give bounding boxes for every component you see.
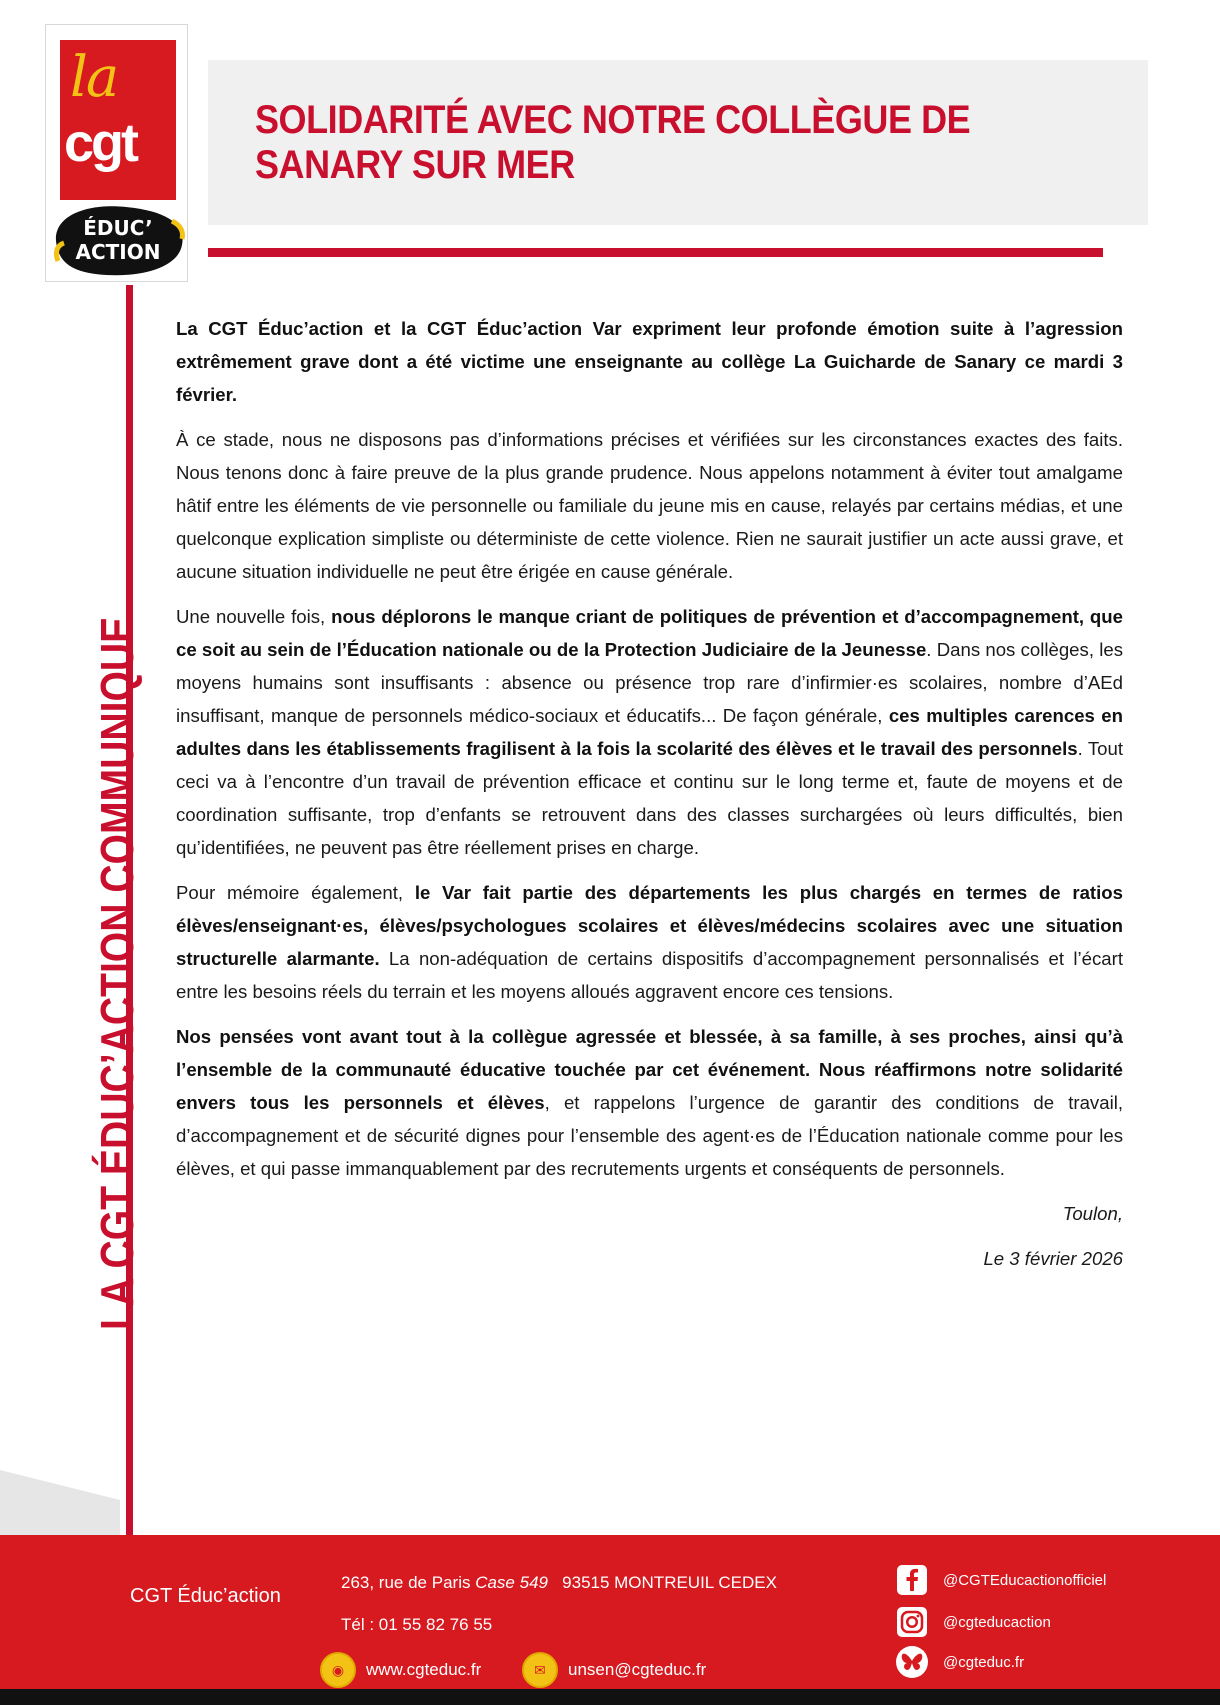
footer-address xyxy=(341,1573,777,1593)
logo-la-text: la xyxy=(70,45,118,110)
envelope-icon: ✉ xyxy=(522,1652,558,1688)
bluesky-handle[interactable]: @cgteduc.fr xyxy=(943,1653,1025,1671)
side-label-text: LA CGT ÉDUC’ACTION COMMUNIQUE… xyxy=(91,577,143,1330)
paragraph-solidarity xyxy=(176,1020,1123,1185)
address-case: Case 549 xyxy=(475,1573,548,1592)
communique-body xyxy=(176,312,1123,1275)
facebook-handle[interactable]: @CGTEducactionofficiel xyxy=(943,1571,1107,1589)
text-run: , et rappelons l’urgence de garantir des conditions de travail, d’accompagnement et de sécurité dignes pour l’ensemble des agent·es de l’Éducation nationale comme pour les élèves, et qui passe immanquablement par des recrutements urgents et conséquents de personnels. xyxy=(176,1092,1123,1179)
footer-phone: Tél : 01 55 82 76 55 xyxy=(341,1615,493,1634)
bold-run: le Var fait partie des départements les plus chargés en termes de ratios élèves/enseignant·es, élèves/psychologues scolaires et élèves/médecins scolaires avec une situation structurelle alarmante. xyxy=(176,882,1123,969)
paragraph-intro-text: La CGT Éduc’action et la CGT Éduc’action Var expriment leur profonde émotion suite à l’agression extrêmement grave dont a été victime une enseignante au collège La Guicharde de Sanary ce mardi 3 février. xyxy=(176,318,1123,405)
text-run: . Dans nos collèges, les moyens humains sont insuffisants : absence ou présence trop rare d’infirmier·es scolaires, nombre d’AEd insuffisant, manque de personnels médico-sociaux et éducatifs... De façon générale, xyxy=(176,639,1123,726)
paragraph-var xyxy=(176,876,1123,1008)
text-run: Une nouvelle fois, xyxy=(176,606,332,627)
paragraph-prudence: À ce stade, nous ne disposons pas d’informations précises et vérifiées sur les circonstances exactes des faits. Nous tenons donc à faire preuve de la plus grande prudence. Nous appelons notamment à éviter tout amalgame hâtif entre les éléments de vie personnelle ou familiale du jeune mis en cause, relayés par certains médias, et une quelconque explication simpliste ou déterministe de cette violence. Rien ne saurait justifier un acte aussi grave, et aucune situation individuelle ne peut être érigée en cause générale. xyxy=(176,429,1123,582)
paragraph-intro xyxy=(176,312,1123,411)
logo-educ-text: ÉDUC’ xyxy=(83,216,153,240)
logo-cgt-text: cgt xyxy=(64,113,136,173)
signature-date: Le 3 février 2026 xyxy=(983,1248,1123,1269)
social-facebook[interactable] xyxy=(895,1563,1106,1597)
address-street: 263, rue de Paris xyxy=(341,1573,476,1592)
page-footer xyxy=(0,1535,1220,1705)
address-city: 93515 MONTREUIL CEDEX xyxy=(547,1573,777,1592)
bold-run: ces multiples carences en adultes dans les établissements fragilisent à la fois la scolarité des élèves et le travail des personnels xyxy=(176,705,1124,759)
social-instagram[interactable] xyxy=(895,1605,1051,1639)
globe-icon: ◉ xyxy=(320,1652,356,1688)
logo-action-text: ACTION xyxy=(75,240,161,264)
website-link[interactable]: www.cgteduc.fr xyxy=(366,1660,482,1679)
signature-place: Toulon, xyxy=(1062,1203,1123,1224)
side-vertical-label xyxy=(90,445,144,1330)
instagram-icon xyxy=(895,1605,929,1639)
butterfly-icon xyxy=(895,1645,929,1679)
paragraph-prevention xyxy=(176,600,1123,864)
text-run: La non-adéquation de certains dispositifs d’accompagnement personnalisés et l’écart entre les besoins réels du terrain et les moyens alloués aggravent encore ces tensions. xyxy=(176,948,1123,1002)
cgt-educaction-logo xyxy=(45,24,188,282)
footer-website[interactable] xyxy=(320,1652,481,1688)
email-link[interactable]: unsen@cgteduc.fr xyxy=(568,1660,707,1679)
educaction-badge xyxy=(48,201,188,279)
footer-email[interactable] xyxy=(522,1652,706,1688)
bold-run: Nos pensées vont avant tout à la collègue agressée et blessée, à sa famille, à ses proches, ainsi qu’à l’ensemble de la communauté éducative touchée par cet événement. Nous réaffirmons notre solidarité envers tous les personnels et élèves xyxy=(176,1026,1123,1113)
social-bluesky[interactable] xyxy=(895,1645,1024,1679)
title-divider xyxy=(208,248,1103,257)
instagram-handle[interactable]: @cgteducaction xyxy=(943,1613,1051,1631)
facebook-icon xyxy=(895,1563,929,1597)
footer-org-name: CGT Éduc’action xyxy=(130,1585,281,1607)
title-panel xyxy=(208,60,1148,225)
text-run: Pour mémoire également, xyxy=(176,882,415,903)
logo-red-block xyxy=(60,40,176,200)
text-run: . Tout ceci va à l’encontre d’un travail de prévention efficace et continu sur le long terme et, faute de moyens et de coordination suffisante, trop d’enfants se retrouvent dans des classes surchargées où leurs difficultés, bien qu’identifiées, ne peuvent pas être réellement prises en charge. xyxy=(176,738,1123,858)
page-title: SOLIDARITÉ AVEC NOTRE COLLÈGUE DE SANARY SUR MER xyxy=(255,97,971,187)
bold-run: nous déplorons le manque criant de politiques de prévention et d’accompagnement, que ce soit au sein de l’Éducation nationale ou de la Protection Judiciaire de la Jeunesse xyxy=(176,606,1123,660)
